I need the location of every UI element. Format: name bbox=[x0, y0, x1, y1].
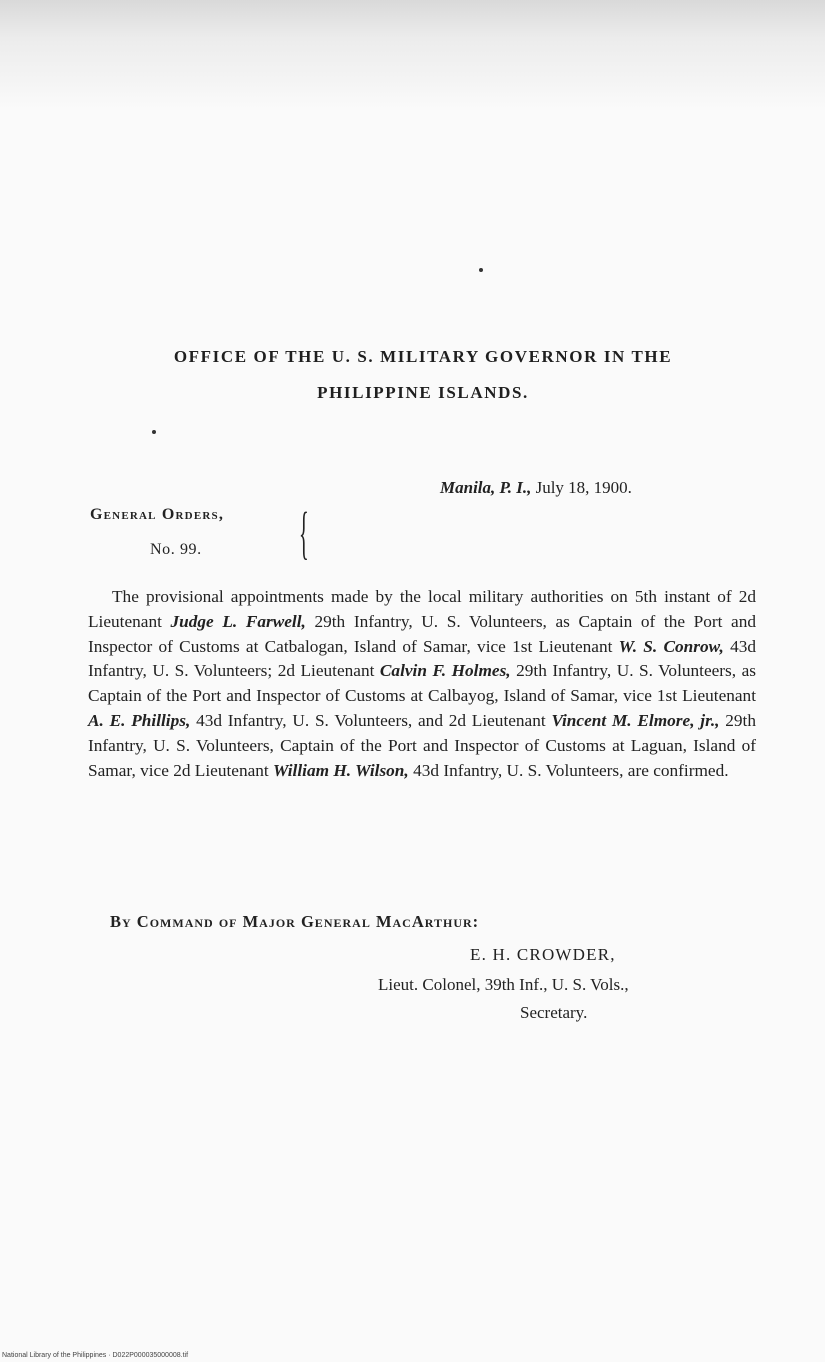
officer-name: William H. Wilson, bbox=[273, 760, 409, 780]
command-line: By Command of Major General MacArthur: bbox=[110, 912, 480, 931]
signer-rank: Lieut. Colonel, 39th Inf., U. S. Vols., bbox=[378, 975, 629, 994]
officer-name: W. S. Conrow, bbox=[618, 636, 724, 656]
office-heading-line1: OFFICE OF THE U. S. MILITARY GOVERNOR IN THE bbox=[173, 347, 673, 366]
dateline-place: Manila, P. I., bbox=[440, 478, 532, 497]
office-heading-line2: PHILIPPINE ISLANDS. bbox=[317, 383, 529, 402]
brace-glyph: { bbox=[299, 500, 309, 565]
order-body-paragraph: The provisional appointments made by the local military authorities on 5th instant of 2d Lieutenant Judge L. Farwell, 29th Infantry, U. S. Volunteers, as Captain of the Port and Inspector of Customs at Catbalogan, Island of Samar, vice 1st Lieutenant W. S. Conrow, 43d Infantry, U. S. Volunteers; 2d Lieutenant Calvin F. Holmes, 29th Infantry, U. S. Volunteers, as Captain of the Port and Inspector of Customs at Calbayog, Island of Samar, vice 1st Lieutenant A. E. Phillips, 43d Infantry, U. S. Volunteers, and 2d Lieutenant Vincent M. Elmore, jr., 29th Infantry, U. S. Volunteers, Captain of the Port and Inspector of Customs at Laguan, Island of Samar, vice 2d Lieutenant William H. Wilson, 43d Infantry, U. S. Volunteers, are confirmed. bbox=[88, 587, 756, 780]
signer-title: Secretary. bbox=[520, 1003, 588, 1022]
ink-speck bbox=[152, 430, 156, 434]
ink-speck bbox=[479, 268, 483, 272]
officer-name: A. E. Phillips, bbox=[88, 710, 191, 730]
officer-name: Judge L. Farwell, bbox=[170, 611, 306, 631]
general-orders-number: No. 99. bbox=[150, 541, 202, 558]
officer-name: Calvin F. Holmes, bbox=[379, 661, 511, 681]
dateline-date: July 18, 1900. bbox=[531, 478, 632, 497]
scan-shadow bbox=[0, 0, 825, 110]
general-orders-label: General Orders, bbox=[90, 506, 225, 523]
scan-credit: National Library of the Philippines · D022P000035000008.tif bbox=[2, 1352, 189, 1359]
officer-name: Vincent M. Elmore, jr., bbox=[551, 710, 720, 730]
dateline bbox=[440, 478, 632, 498]
signer-name: E. H. CROWDER, bbox=[470, 945, 616, 964]
